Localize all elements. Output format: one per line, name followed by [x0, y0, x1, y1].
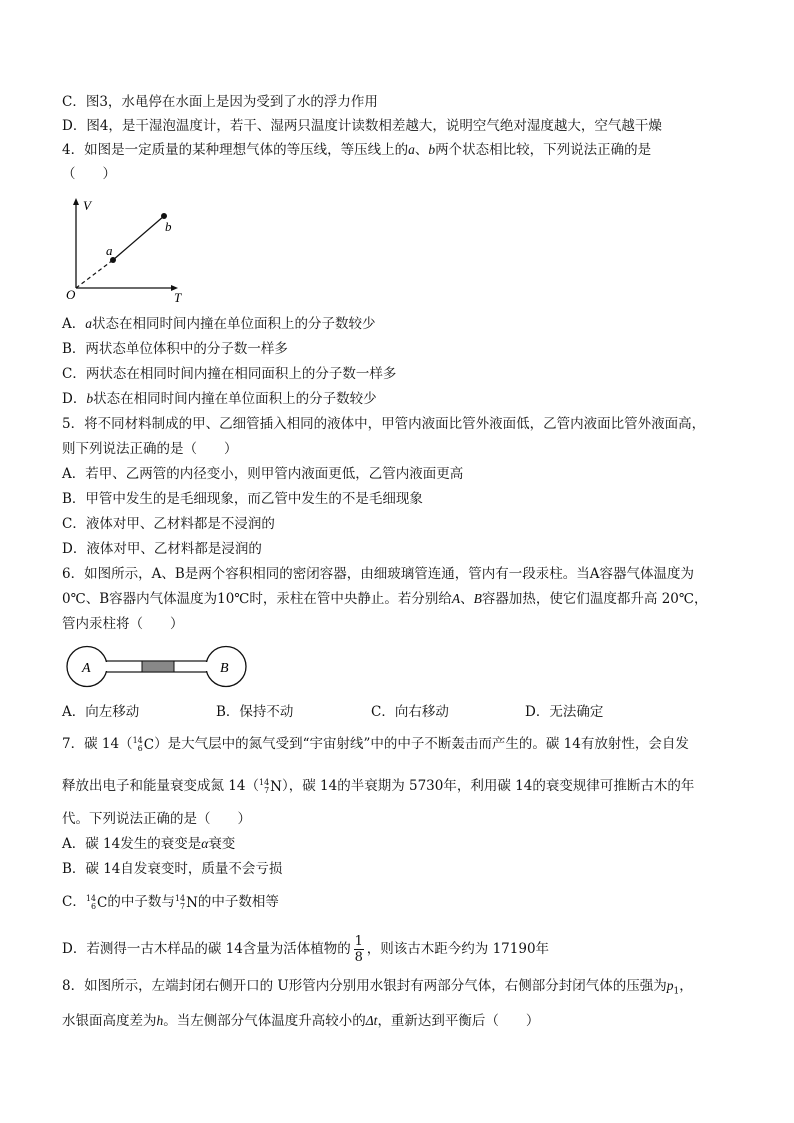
text: 水银面高度差为: [62, 1013, 157, 1029]
question-7-stem-1: [62, 735, 689, 754]
text: D．液体对甲、乙材料都是浸润的: [62, 541, 262, 557]
text: 状态在相同时间内撞在单位面积上的分子数较少: [93, 391, 377, 407]
symbol-b: b: [86, 391, 94, 406]
text: 两个状态相比较，下列说法正确的是: [435, 142, 652, 158]
option-d-line: [62, 117, 662, 135]
question-7-option-c: [62, 893, 279, 912]
text: B．甲管中发生的是毛细现象，而乙管中发生的不是毛细现象: [62, 491, 423, 507]
denominator: 8: [354, 950, 363, 965]
isobar-graph: [62, 192, 192, 307]
origin-label: O: [66, 287, 76, 302]
text: ，: [679, 978, 693, 994]
subscript-1: 1: [673, 986, 680, 997]
text: 、: [460, 591, 474, 607]
extrapolated-line: [76, 260, 113, 288]
carbon-14-nuclide: [133, 736, 155, 754]
text: 代。下列说法正确的是（ ）: [62, 811, 251, 827]
text: 4．如图是一定质量的某种理想气体的等压线，等压线上的: [62, 142, 409, 158]
numerator: 1: [354, 934, 363, 949]
question-5-stem-2: [62, 440, 238, 458]
mass-number: 14: [132, 735, 143, 745]
element-symbol: N: [186, 894, 198, 911]
text: D．图4，是干湿泡温度计，若干、湿两只温度计读数相差越大，说明空气绝对湿度越大，空气越干燥: [62, 118, 662, 134]
question-5-stem-1: [62, 415, 705, 433]
joint-a: [105, 662, 109, 671]
label-a: A: [82, 661, 91, 676]
text: C．: [62, 894, 86, 910]
question-8-stem-2: [62, 1012, 539, 1030]
text: 则下列说法正确的是（ ）: [62, 441, 238, 457]
label-b: B: [220, 661, 229, 676]
symbol-a: a: [408, 142, 415, 157]
question-5-option-d: [62, 540, 262, 558]
atomic-number: 6: [90, 901, 97, 911]
text: C．两状态在相同时间内撞在相同面积上的分子数一样多: [62, 366, 397, 382]
text: B．保持不动: [216, 704, 294, 720]
element-symbol: N: [270, 778, 282, 795]
text: 容器加热，使它们温度都升高 20℃，: [481, 591, 708, 607]
joint-b: [205, 662, 209, 671]
question-4-option-b: [62, 340, 288, 358]
text: 8．如图所示，左端封闭右侧开口的 U形管内分别用水银封有两部分气体，右侧部分封闭气体的压强为: [62, 978, 667, 994]
question-6-stem-3: [62, 615, 184, 633]
option-c-line: [62, 93, 378, 111]
two-containers-diagram: [62, 645, 252, 693]
question-4-option-a: [62, 315, 376, 333]
text: ）是大气层中的氮气受到“宇宙射线”中的中子不断轰击而产生的。碳 14有放射性，会自发: [154, 736, 689, 752]
text: B．两状态单位体积中的分子数一样多: [62, 341, 288, 357]
question-7-stem-3: [62, 810, 251, 828]
question-4-option-d: [62, 390, 377, 408]
text: 7．碳 14（: [62, 736, 133, 752]
text: C．液体对甲、乙材料都是不浸润的: [62, 516, 275, 532]
question-5-option-a: [62, 465, 463, 483]
fraction-one-eighth: [354, 934, 364, 965]
text: 。当左侧部分气体温度升高较小的: [163, 1013, 366, 1029]
text: C．图3，水黾停在水面上是因为受到了水的浮力作用: [62, 94, 378, 110]
symbol-delta-t: Δt: [365, 1013, 378, 1028]
question-7-option-a: [62, 835, 235, 853]
question-7-option-b: [62, 860, 282, 878]
answer-bracket: （ ）: [62, 166, 116, 182]
mass-number: 14: [85, 893, 97, 903]
element-symbol: C: [97, 894, 108, 911]
question-4-option-c: [62, 365, 396, 383]
text: ，重新达到平衡后（ ）: [377, 1013, 540, 1029]
text: 的中子数与: [107, 894, 175, 910]
text: 管内汞柱将（ ）: [62, 616, 184, 632]
mass-number: 14: [174, 893, 186, 903]
symbol-alpha: α: [201, 836, 209, 851]
symbol-b: b: [428, 142, 436, 157]
mercury-column: [142, 661, 174, 672]
isobar-line: [113, 216, 164, 260]
symbol-B: B: [473, 591, 482, 606]
text: A．向左移动: [62, 704, 140, 720]
carbon-14-nuclide: [86, 894, 108, 912]
text: A．: [62, 316, 86, 332]
text: B．碳 14自发衰变时，质量不会亏损: [62, 861, 283, 877]
text: A．碳 14发生的衰变是: [62, 836, 202, 852]
text: 衰变: [208, 836, 236, 852]
text: 释放出电子和能量衰变成氮 14（: [62, 778, 259, 794]
question-7-option-d: [62, 934, 549, 965]
question-7-stem-2: [62, 777, 694, 796]
text: D．若测得一古木样品的碳 14含量为活体植物的: [62, 941, 351, 957]
symbol-h: h: [156, 1013, 164, 1028]
text: D．: [62, 391, 87, 407]
mass-number: 14: [258, 777, 270, 787]
question-5-option-b: [62, 490, 423, 508]
question-4-stem: [62, 141, 651, 159]
v-axis-arrow: [73, 198, 79, 205]
text: C．向右移动: [371, 704, 449, 720]
question-8-stem-1: [62, 977, 693, 1001]
v-label: V: [83, 198, 91, 213]
question-6-option-d: [525, 703, 603, 721]
text: 0℃、B容器内气体温度为10℃时，汞柱在管中央静止。若分别给: [62, 591, 452, 607]
b-label: b: [165, 219, 172, 234]
text: 6．如图所示，A、B是两个容积相同的密闭容器，由细玻璃管连通，管内有一段汞柱。当A容器气体温度为: [62, 566, 695, 582]
nitrogen-14-nuclide: [175, 894, 198, 912]
atomic-number: 7: [179, 901, 186, 911]
text: D．无法确定: [525, 704, 604, 720]
t-label: T: [174, 290, 182, 305]
atomic-number: 7: [264, 785, 270, 795]
question-4-bracket: [62, 165, 116, 183]
symbol-a: a: [85, 316, 92, 331]
question-6-stem-1: [62, 565, 694, 583]
question-6-stem-2: [62, 590, 707, 608]
text: A．若甲、乙两管的内径变小，则甲管内液面更低，乙管内液面更高: [62, 466, 464, 482]
question-6-option-a: [62, 703, 139, 721]
question-5-option-c: [62, 515, 275, 533]
element-symbol: C: [143, 736, 155, 753]
question-6-option-c: [371, 703, 449, 721]
text: 5．将不同材料制成的甲、乙细管插入相同的液体中，甲管内液面比管外液面低，乙管内液面比管外液面高，: [62, 416, 706, 432]
symbol-p: p: [666, 978, 674, 993]
question-6-option-b: [216, 703, 293, 721]
atomic-number: 6: [137, 743, 143, 753]
text: 状态在相同时间内撞在单位面积上的分子数较少: [92, 316, 376, 332]
text: ，则该古木距今约为 17190年: [366, 941, 550, 957]
a-label: a: [106, 243, 113, 258]
nitrogen-14-nuclide: [259, 778, 282, 796]
text: 、: [414, 142, 429, 158]
symbol-A: A: [451, 591, 461, 606]
text: 的中子数相等: [197, 894, 279, 910]
text: ），碳 14的半衰期为 5730年，利用碳 14的衰变规律可推断古木的年: [281, 778, 695, 794]
